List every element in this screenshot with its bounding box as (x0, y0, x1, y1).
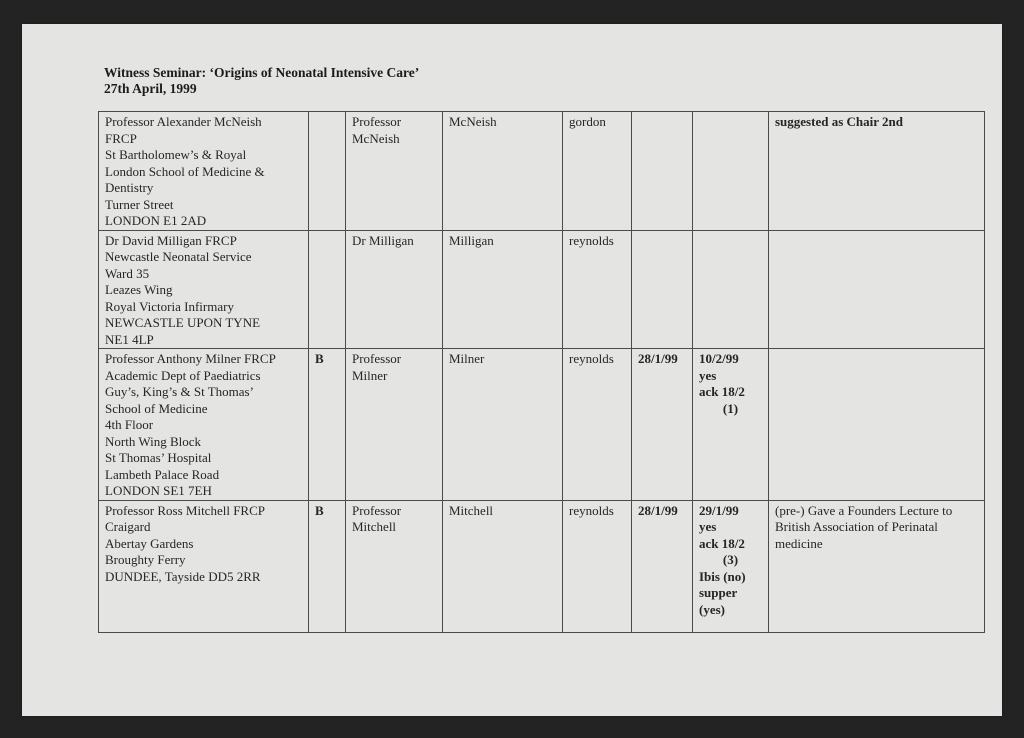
salutation-cell (346, 500, 443, 632)
address-line: Dentistry (105, 180, 154, 195)
reply-cell (693, 230, 769, 349)
flag-cell: B (309, 500, 346, 632)
surname-cell: Milner (443, 349, 563, 501)
address-line: Dr David Milligan FRCP (105, 232, 237, 248)
address-line: Professor Ross Mitchell FRCP (105, 502, 265, 518)
salutation-cell (346, 112, 443, 231)
address-line: Abertay Gardens (105, 535, 194, 551)
sent-date-cell: 28/1/99 (632, 500, 693, 632)
sent-date-cell: 28/1/99 (632, 349, 693, 501)
table-row (99, 349, 985, 501)
flag-cell (309, 230, 346, 349)
surname-cell: Milligan (443, 230, 563, 349)
salutation-line: Mitchell (352, 519, 397, 534)
address-line: Academic Dept of Paediatrics (105, 367, 261, 383)
notes-cell (769, 230, 985, 349)
salutation-line: McNeish (352, 130, 400, 146)
address-line: London School of Medicine & (105, 163, 265, 179)
seminar-title: Witness Seminar: ‘Origins of Neonatal Intensive Care’ (104, 65, 420, 80)
address-cell (99, 349, 309, 501)
reply-cell (693, 500, 769, 632)
contact-cell: gordon (563, 112, 632, 231)
address-line: Professor Alexander McNeish (105, 114, 262, 129)
sent-date-cell (632, 112, 693, 231)
flag-cell (309, 112, 346, 231)
reply-line: (1) (722, 400, 739, 416)
address-line: Turner Street (105, 196, 174, 212)
salutation-line: Professor (352, 502, 402, 518)
seminar-date: 27th April, 1999 (104, 81, 197, 96)
reply-line: yes (699, 519, 717, 534)
reply-line: Ibis (no) (699, 568, 746, 584)
address-cell (99, 230, 309, 349)
reply-line: ack 18/2 (699, 535, 745, 551)
reply-line: 29/1/99 (699, 502, 739, 518)
address-line: NE1 4LP (105, 331, 154, 347)
address-line: Guy’s, King’s & St Thomas’ (105, 384, 254, 399)
contact-cell: reynolds (563, 500, 632, 632)
reply-cell (693, 349, 769, 501)
address-line: FRCP (105, 130, 137, 146)
salutation-line: Dr Milligan (352, 232, 414, 248)
address-line: NEWCASTLE UPON TYNE (105, 315, 261, 330)
salutation-cell (346, 349, 443, 501)
address-cell (99, 500, 309, 632)
salutation-cell (346, 230, 443, 349)
table-row (99, 500, 985, 632)
flag-cell: B (309, 349, 346, 501)
address-line: St Bartholomew’s & Royal (105, 147, 247, 162)
reply-cell (693, 112, 769, 231)
address-line: Lambeth Palace Road (105, 466, 220, 482)
address-line: DUNDEE, Tayside DD5 2RR (105, 568, 261, 584)
document-page (22, 24, 1002, 716)
address-cell (99, 112, 309, 231)
reply-line: supper (699, 585, 738, 600)
notes-cell (769, 349, 985, 501)
reply-line: (yes) (699, 601, 725, 617)
address-line: Craigard (105, 519, 151, 534)
table-row (99, 112, 985, 231)
surname-cell: Mitchell (443, 500, 563, 632)
participants-table (98, 111, 985, 633)
salutation-line: Professor (352, 351, 402, 366)
contact-cell: reynolds (563, 349, 632, 501)
contact-cell: reynolds (563, 230, 632, 349)
address-line: School of Medicine (105, 400, 208, 416)
sent-date-cell (632, 230, 693, 349)
reply-line: 10/2/99 (699, 351, 739, 366)
reply-line: yes (699, 367, 717, 383)
reply-line: (3) (722, 552, 739, 567)
address-line: North Wing Block (105, 433, 202, 449)
document-header (104, 65, 419, 97)
address-line: Royal Victoria Infirmary (105, 298, 234, 314)
address-line: 4th Floor (105, 417, 154, 432)
reply-line: ack 18/2 (699, 384, 745, 399)
address-line: LONDON SE1 7EH (105, 483, 212, 498)
address-line: Leazes Wing (105, 282, 173, 297)
address-line: Broughty Ferry (105, 552, 186, 567)
notes-cell: (pre-) Gave a Founders Lecture to British Association of Perinatal medicine (769, 500, 985, 632)
notes-cell: suggested as Chair 2nd (769, 112, 985, 231)
address-line: Ward 35 (105, 265, 150, 281)
salutation-line: Professor (352, 114, 402, 129)
surname-cell: McNeish (443, 112, 563, 231)
address-line: St Thomas’ Hospital (105, 450, 212, 465)
address-line: LONDON E1 2AD (105, 213, 207, 228)
salutation-line: Milner (352, 367, 388, 383)
address-line: Newcastle Neonatal Service (105, 249, 252, 264)
table-row (99, 230, 985, 349)
address-line: Professor Anthony Milner FRCP (105, 351, 276, 366)
